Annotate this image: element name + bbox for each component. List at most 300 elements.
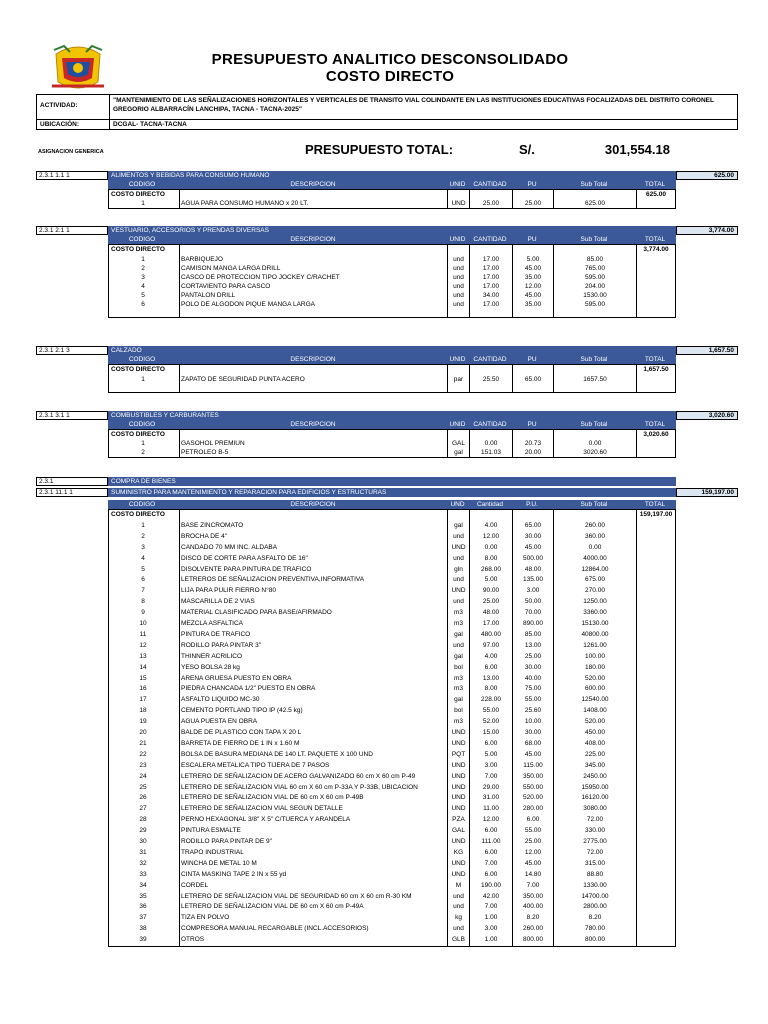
table-row bbox=[109, 695, 675, 706]
section-code: 2.3.1 2.1 1 bbox=[36, 226, 108, 235]
presupuesto-total-value: 301,554.18 bbox=[604, 142, 670, 157]
item-unit-price: 20.00 bbox=[524, 449, 542, 456]
item-number: 18 bbox=[139, 707, 147, 715]
section-total: 159,197.00 bbox=[676, 488, 738, 497]
table-row bbox=[109, 913, 675, 924]
items-table bbox=[108, 509, 676, 947]
table-row bbox=[109, 532, 675, 543]
table-row bbox=[109, 892, 675, 903]
item-quantity: 6.00 bbox=[484, 739, 498, 747]
item-subtotal: 85.00 bbox=[586, 256, 604, 263]
table-row bbox=[109, 674, 675, 685]
item-description: RODILLO PARA PINTAR DE 9" bbox=[181, 838, 272, 845]
item-unit-price: 500.00 bbox=[523, 554, 543, 562]
asignacion-generica-label: ASIGNACION GENERICA bbox=[38, 149, 104, 155]
table-header-row bbox=[108, 180, 676, 189]
item-unit-price: 800.00 bbox=[523, 936, 543, 944]
item-unit-price: 50.00 bbox=[524, 598, 542, 606]
item-unit: kg bbox=[455, 914, 462, 922]
item-quantity: 4.00 bbox=[484, 652, 498, 660]
item-subtotal: 15950.00 bbox=[581, 783, 609, 791]
item-unit-price: 70.00 bbox=[524, 609, 542, 617]
item-description: BARRETA DE FIERRO DE 1 IN x 1.60 M bbox=[181, 739, 300, 747]
item-unit: PZA bbox=[452, 816, 465, 824]
item-subtotal: 260.00 bbox=[585, 521, 605, 529]
table-row bbox=[109, 448, 675, 457]
item-subtotal: 1657.50 bbox=[583, 376, 607, 383]
table-row bbox=[109, 619, 675, 630]
costo-directo-row bbox=[109, 190, 675, 199]
activity-info-box bbox=[36, 94, 738, 130]
item-quantity: 151.03 bbox=[481, 449, 501, 456]
item-number: 32 bbox=[139, 859, 147, 867]
item-unit: und bbox=[453, 301, 464, 308]
item-quantity: 31.00 bbox=[482, 794, 500, 802]
item-number: 23 bbox=[139, 761, 147, 769]
item-number: 3 bbox=[141, 543, 145, 551]
item-description: PINTURA ESMALTE bbox=[181, 827, 241, 835]
table-row bbox=[109, 924, 675, 935]
section-code: 2.3.1 11.1 1 bbox=[36, 488, 108, 497]
actividad-value: "MANTENIMIENTO DE LAS SEÑALIZACIONES HORIZONTALES Y VERTICALES DE TRANSITO VIAL COLINDANTE EN LAS INSTITUCIONES EDUCATIVAS FOCALIZADAS DEL DISTRITO CORONEL GREGORIO ALBARRACÍN LANCHIPA, TACNA - TACNA-2025" bbox=[113, 97, 714, 113]
item-number: 2 bbox=[141, 449, 145, 456]
item-unit-price: 350.00 bbox=[523, 892, 543, 900]
costo-directo-row bbox=[109, 510, 675, 519]
item-subtotal: 15130.00 bbox=[581, 620, 609, 627]
section-total: 3,774.00 bbox=[676, 226, 738, 235]
header-codigo: CODIGO bbox=[128, 501, 156, 508]
header-cantidad: CANTIDAD bbox=[473, 421, 507, 428]
item-unit-price: 12.00 bbox=[524, 283, 542, 290]
item-quantity: 3.00 bbox=[484, 925, 498, 933]
item-unit: PQT bbox=[451, 750, 466, 758]
costo-directo-total: 3,020.60 bbox=[643, 431, 669, 438]
item-description: LETRERO DE SEÑALIZACION VIAL DE SEGURIDAD 60 cm X 60 cm R-30 KM bbox=[181, 892, 412, 900]
item-unit-price: 35.00 bbox=[524, 301, 542, 308]
item-unit-price: 45.00 bbox=[524, 265, 542, 272]
item-number: 2 bbox=[141, 532, 145, 540]
section-title: COMBUSTIBLES Y CARBURANTES bbox=[108, 411, 676, 420]
item-number: 27 bbox=[139, 805, 147, 813]
table-row bbox=[109, 859, 675, 870]
item-unit-price: 25.60 bbox=[524, 707, 542, 715]
costo-directo-label: COSTO DIRECTO bbox=[111, 191, 165, 198]
item-description: TIZA EN POLVO bbox=[181, 914, 230, 922]
section-code: 2.3.1 3.1 1 bbox=[36, 411, 108, 420]
items-table bbox=[108, 364, 676, 393]
item-subtotal: 2775.00 bbox=[583, 838, 607, 845]
item-quantity: 34.00 bbox=[482, 292, 500, 299]
section-title: ALIMENTOS Y BEBIDAS PARA CONSUMO HUMANO bbox=[108, 171, 676, 180]
table-row bbox=[109, 804, 675, 815]
item-quantity: 6.00 bbox=[484, 663, 498, 671]
item-unit: und bbox=[453, 532, 464, 540]
header-codigo: CODIGO bbox=[128, 236, 156, 243]
item-quantity: 17.00 bbox=[482, 256, 500, 263]
header-unid: UNID bbox=[449, 421, 466, 428]
item-number: 15 bbox=[139, 674, 147, 682]
item-subtotal: 780.00 bbox=[585, 925, 605, 933]
header-total: TOTAL bbox=[644, 181, 666, 188]
item-number: 36 bbox=[139, 903, 147, 911]
item-description: CEMENTO PORTLAND TIPO IP (42.5 kg) bbox=[181, 707, 303, 715]
institution-logo bbox=[50, 42, 106, 92]
item-unit-price: 3.00 bbox=[526, 587, 540, 595]
item-number: 37 bbox=[139, 914, 147, 922]
item-unit-price: 520.00 bbox=[523, 794, 543, 802]
table-row bbox=[109, 935, 675, 946]
item-unit-price: 35.00 bbox=[524, 274, 542, 281]
item-number: 10 bbox=[139, 620, 147, 627]
header-codigo: CODIGO bbox=[128, 421, 156, 428]
header-descripcion: DESCRIPCION bbox=[290, 421, 336, 428]
header-cantidad: Cantidad bbox=[476, 501, 504, 508]
table-row bbox=[109, 630, 675, 641]
item-unit: UND bbox=[451, 200, 466, 207]
table-row bbox=[109, 608, 675, 619]
table-row bbox=[109, 739, 675, 750]
item-number: 38 bbox=[139, 925, 147, 933]
item-number: 22 bbox=[139, 750, 147, 758]
header-descripcion: DESCRIPCION bbox=[290, 501, 336, 508]
table-row bbox=[109, 521, 675, 532]
item-unit-price: 20.73 bbox=[524, 440, 542, 447]
item-unit: und bbox=[453, 265, 464, 272]
item-subtotal: 800.00 bbox=[585, 936, 605, 944]
item-unit: UND bbox=[451, 587, 466, 595]
item-number: 4 bbox=[141, 554, 145, 562]
item-description: PETROLEO B-5 bbox=[181, 449, 229, 456]
item-subtotal: 520.00 bbox=[585, 674, 605, 682]
table-row bbox=[109, 706, 675, 717]
item-unit-price: 25.00 bbox=[524, 200, 542, 207]
item-unit-price: 45.00 bbox=[524, 750, 542, 758]
item-quantity: 6.00 bbox=[484, 870, 498, 878]
item-quantity: 97.00 bbox=[482, 641, 500, 649]
header-total: TOTAL bbox=[644, 501, 666, 508]
item-unit: UND bbox=[451, 729, 466, 736]
item-subtotal: 2800.00 bbox=[583, 903, 607, 911]
item-subtotal: 408.00 bbox=[585, 739, 605, 747]
item-subtotal: 600.00 bbox=[585, 685, 605, 693]
item-number: 35 bbox=[139, 892, 147, 900]
item-description: AGUA PARA CONSUMO HUMANO x 20 LT. bbox=[181, 200, 309, 207]
item-subtotal: 8.20 bbox=[588, 914, 602, 922]
header-total: TOTAL bbox=[644, 236, 666, 243]
section-total: 625.00 bbox=[676, 171, 738, 180]
header-cantidad: CANTIDAD bbox=[473, 356, 507, 363]
item-description: CANDADO 70 MM INC. ALDABA bbox=[181, 543, 278, 551]
item-unit: m3 bbox=[453, 685, 464, 693]
item-unit-price: 45.00 bbox=[524, 859, 542, 867]
page-subtitle: COSTO DIRECTO bbox=[325, 68, 455, 85]
item-unit: UND bbox=[451, 805, 466, 813]
item-subtotal: 450.00 bbox=[585, 729, 605, 736]
table-row bbox=[109, 783, 675, 794]
item-quantity: 17.00 bbox=[482, 283, 500, 290]
item-description: ZAPATO DE SEGURIDAD PUNTA ACERO bbox=[181, 376, 305, 383]
table-row bbox=[109, 597, 675, 608]
item-number: 12 bbox=[139, 641, 147, 649]
item-unit-price: 135.00 bbox=[523, 576, 543, 584]
item-quantity: 0.00 bbox=[484, 440, 498, 447]
item-unit-price: 14.80 bbox=[524, 870, 542, 878]
item-unit-price: 85.00 bbox=[524, 630, 542, 638]
item-number: 16 bbox=[139, 685, 147, 693]
item-description: CASCO DE PROTECCION TIPO JOCKEY C/RACHET bbox=[181, 274, 340, 281]
item-subtotal: 40800.00 bbox=[581, 630, 609, 638]
item-description: TRAPO INDUSTRIAL bbox=[181, 848, 244, 856]
header-descripcion: DESCRIPCION bbox=[290, 236, 336, 243]
item-subtotal: 72.00 bbox=[586, 848, 604, 856]
item-subtotal: 675.00 bbox=[585, 576, 605, 584]
item-quantity: 0.00 bbox=[484, 543, 498, 551]
item-description: PANTALON DRILL bbox=[181, 292, 236, 299]
item-subtotal: 2450.00 bbox=[583, 772, 607, 780]
item-number: 9 bbox=[141, 609, 145, 617]
item-unit: gln bbox=[454, 565, 463, 573]
item-number: 39 bbox=[139, 936, 147, 944]
item-quantity: 228.00 bbox=[481, 696, 501, 704]
item-subtotal: 1530.00 bbox=[583, 292, 607, 299]
header-pu: PU bbox=[527, 181, 537, 188]
item-subtotal: 270.00 bbox=[585, 587, 605, 595]
item-unit-price: 550.00 bbox=[523, 783, 543, 791]
item-number: 7 bbox=[141, 587, 145, 595]
item-unit: und bbox=[453, 598, 464, 606]
item-unit-price: 30.00 bbox=[524, 532, 542, 540]
table-row bbox=[109, 641, 675, 652]
actividad-label: ACTIVIDAD: bbox=[40, 102, 78, 109]
item-unit: GAL bbox=[451, 440, 465, 447]
header-subtotal: Sub Total bbox=[580, 421, 608, 428]
item-quantity: 25.50 bbox=[482, 376, 500, 383]
item-number: 31 bbox=[139, 848, 147, 856]
item-number: 3 bbox=[141, 274, 145, 281]
item-description: PINTURA DE TRAFICO bbox=[181, 630, 251, 638]
item-subtotal: 0.00 bbox=[588, 440, 602, 447]
item-subtotal: 1261.00 bbox=[583, 641, 607, 649]
header-subtotal: Sub Total bbox=[580, 181, 608, 188]
item-unit-price: 350.00 bbox=[523, 772, 543, 780]
costo-directo-label: COSTO DIRECTO bbox=[111, 246, 165, 253]
header-codigo: CODIGO bbox=[128, 181, 156, 188]
item-quantity: 17.00 bbox=[482, 620, 500, 627]
item-subtotal: 12540.00 bbox=[581, 696, 609, 704]
item-description: CINTA MASKING TAPE 2 IN x 55 yd bbox=[181, 870, 287, 878]
item-subtotal: 1250.00 bbox=[583, 598, 607, 606]
item-subtotal: 88.80 bbox=[586, 870, 604, 878]
item-description: AGUA PUESTA EN OBRA bbox=[181, 718, 258, 726]
header-subtotal: Sub Total bbox=[580, 356, 608, 363]
item-unit-price: 65.00 bbox=[524, 521, 542, 529]
item-subtotal: 315.00 bbox=[585, 859, 605, 867]
item-unit: bol bbox=[454, 663, 463, 671]
table-row bbox=[109, 565, 675, 576]
item-quantity: 7.00 bbox=[484, 859, 498, 867]
item-number: 34 bbox=[139, 881, 147, 889]
item-unit: und bbox=[453, 925, 464, 933]
item-description: YESO BOLSA 28 kg bbox=[181, 663, 240, 671]
table-row bbox=[109, 586, 675, 597]
item-unit-price: 13.00 bbox=[524, 641, 542, 649]
item-unit-price: 75.00 bbox=[524, 685, 542, 693]
item-unit: UND bbox=[451, 838, 466, 845]
item-quantity: 12.00 bbox=[482, 816, 500, 824]
item-quantity: 11.00 bbox=[483, 805, 499, 813]
item-unit-price: 65.00 bbox=[524, 376, 542, 383]
item-unit: UND bbox=[451, 772, 466, 780]
section-total: 1,657.50 bbox=[676, 346, 738, 355]
item-number: 13 bbox=[139, 652, 147, 660]
item-unit: m3 bbox=[453, 674, 464, 682]
item-description: RODILLO PARA PINTAR 3" bbox=[181, 641, 262, 649]
item-unit: UND bbox=[451, 859, 466, 867]
table-header-row bbox=[108, 500, 676, 509]
table-row bbox=[109, 772, 675, 783]
item-unit: m3 bbox=[453, 609, 464, 617]
item-number: 1 bbox=[141, 376, 145, 383]
header-total: TOTAL bbox=[644, 421, 666, 428]
table-row bbox=[109, 375, 675, 384]
item-description: BASE ZINCROMATO bbox=[181, 521, 244, 529]
item-description: MASCARILLA DE 2 VIAS bbox=[181, 598, 255, 606]
item-quantity: 25.00 bbox=[482, 598, 500, 606]
item-number: 1 bbox=[141, 256, 145, 263]
item-number: 29 bbox=[139, 827, 147, 835]
table-row bbox=[109, 543, 675, 554]
section-title: CALZADO bbox=[108, 346, 676, 355]
item-unit-price: 280.00 bbox=[523, 805, 543, 813]
item-description: COMPRESORA MANUAL RECARGABLE (INCL.ACCESORIOS) bbox=[181, 925, 369, 933]
costo-directo-total: 1,657.50 bbox=[643, 366, 669, 373]
item-number: 17 bbox=[139, 696, 147, 704]
item-unit: und bbox=[453, 274, 464, 281]
item-quantity: 6.00 bbox=[484, 848, 498, 856]
table-row bbox=[109, 255, 675, 264]
item-number: 8 bbox=[141, 598, 145, 606]
table-row bbox=[109, 273, 675, 282]
item-unit: und bbox=[453, 903, 464, 911]
currency-label: S/. bbox=[519, 142, 535, 157]
item-description: WINCHA DE METAL 10 M bbox=[181, 859, 257, 867]
item-subtotal: 3020.60 bbox=[583, 449, 607, 456]
item-description: OTROS bbox=[181, 936, 205, 944]
section-code: 2.3.1 2.1 3 bbox=[36, 346, 108, 355]
costo-directo-label: COSTO DIRECTO bbox=[111, 431, 165, 438]
item-unit: UND bbox=[451, 543, 466, 551]
item-unit: UND bbox=[451, 794, 466, 802]
item-quantity: 90.00 bbox=[482, 587, 500, 595]
costo-directo-label: COSTO DIRECTO bbox=[111, 511, 165, 518]
item-number: 5 bbox=[141, 292, 145, 299]
ubicacion-label: UBICACIÓN: bbox=[40, 121, 79, 128]
header-descripcion: DESCRIPCION bbox=[290, 181, 336, 188]
item-quantity: 4.00 bbox=[484, 521, 498, 529]
header-unid: UND bbox=[450, 501, 465, 508]
item-description: BARBIQUEJO bbox=[181, 256, 223, 263]
item-unit: M bbox=[455, 881, 462, 889]
item-number: 33 bbox=[139, 870, 147, 878]
item-unit-price: 40.00 bbox=[524, 674, 542, 682]
header-pu: PU bbox=[527, 356, 537, 363]
table-row bbox=[109, 728, 675, 739]
item-subtotal: 520.00 bbox=[585, 718, 605, 726]
item-number: 28 bbox=[139, 816, 147, 824]
header-subtotal: Sub Total bbox=[580, 236, 608, 243]
item-unit-price: 45.00 bbox=[524, 292, 542, 299]
costo-directo-row bbox=[109, 245, 675, 254]
item-quantity: 268.00 bbox=[481, 565, 501, 573]
table-row bbox=[109, 881, 675, 892]
item-subtotal: 14700.00 bbox=[581, 892, 609, 900]
item-unit-price: 7.00 bbox=[526, 881, 540, 889]
item-quantity: 13.00 bbox=[482, 674, 500, 682]
header-descripcion: DESCRIPCION bbox=[290, 356, 336, 363]
section-title: COMPRA DE BIENES bbox=[108, 477, 676, 486]
item-unit-price: 12.00 bbox=[524, 848, 542, 856]
item-quantity: 29.00 bbox=[482, 783, 500, 791]
item-number: 25 bbox=[139, 783, 147, 791]
header-pu: PU bbox=[527, 236, 537, 243]
item-subtotal: 1408.00 bbox=[583, 707, 607, 715]
header-unid: UNID bbox=[449, 181, 466, 188]
table-row bbox=[109, 264, 675, 273]
item-quantity: 55.00 bbox=[482, 707, 500, 715]
costo-directo-total: 3,774.00 bbox=[643, 246, 669, 253]
item-unit-price: 25.00 bbox=[524, 838, 542, 845]
item-subtotal: 225.00 bbox=[585, 750, 605, 758]
items-table bbox=[108, 429, 676, 458]
item-description: CAMISON MANGA LARGA DRILL bbox=[181, 265, 281, 272]
item-description: BROCHA DE 4" bbox=[181, 532, 228, 540]
table-row bbox=[109, 902, 675, 913]
item-subtotal: 12864.00 bbox=[581, 565, 609, 573]
item-unit-price: 55.00 bbox=[524, 827, 542, 835]
item-quantity: 5.00 bbox=[484, 750, 498, 758]
table-row bbox=[109, 717, 675, 728]
item-number: 1 bbox=[141, 521, 145, 529]
ubicacion-value: DCGAL- TACNA-TACNA bbox=[113, 121, 187, 128]
item-description: ASFALTO LIQUIDO MC-30 bbox=[181, 696, 260, 704]
table-row bbox=[109, 761, 675, 772]
item-unit-price: 6.00 bbox=[526, 816, 540, 824]
item-unit-price: 25.00 bbox=[524, 652, 542, 660]
item-unit-price: 890.00 bbox=[523, 620, 543, 627]
item-quantity: 111.00 bbox=[481, 838, 501, 845]
item-description: LETRERO DE SEÑALIZACION VIAL DE 60 cm X 60 cm P-49B bbox=[181, 794, 364, 802]
item-unit: und bbox=[453, 641, 464, 649]
item-description: MATERIAL CLASIFICADO PARA BASE/AFIRMADO bbox=[181, 609, 332, 617]
table-row bbox=[109, 652, 675, 663]
header-total: TOTAL bbox=[644, 356, 666, 363]
item-unit: GLB bbox=[451, 936, 465, 944]
item-unit: UND bbox=[451, 783, 466, 791]
item-quantity: 7.00 bbox=[484, 772, 498, 780]
section-code: 2.3.1 1.1 1 bbox=[36, 171, 108, 180]
table-header-row bbox=[108, 355, 676, 364]
item-number: 11 bbox=[139, 630, 147, 638]
item-unit-price: 55.00 bbox=[524, 696, 542, 704]
item-unit: gal bbox=[454, 696, 463, 704]
item-description: MEZCLA ASFALTICA bbox=[181, 620, 244, 627]
item-number: 1 bbox=[141, 200, 145, 207]
item-subtotal: 0.00 bbox=[588, 543, 602, 551]
item-unit: gal bbox=[454, 630, 463, 638]
table-row bbox=[109, 848, 675, 859]
item-quantity: 3.00 bbox=[484, 761, 498, 769]
table-row bbox=[109, 439, 675, 448]
